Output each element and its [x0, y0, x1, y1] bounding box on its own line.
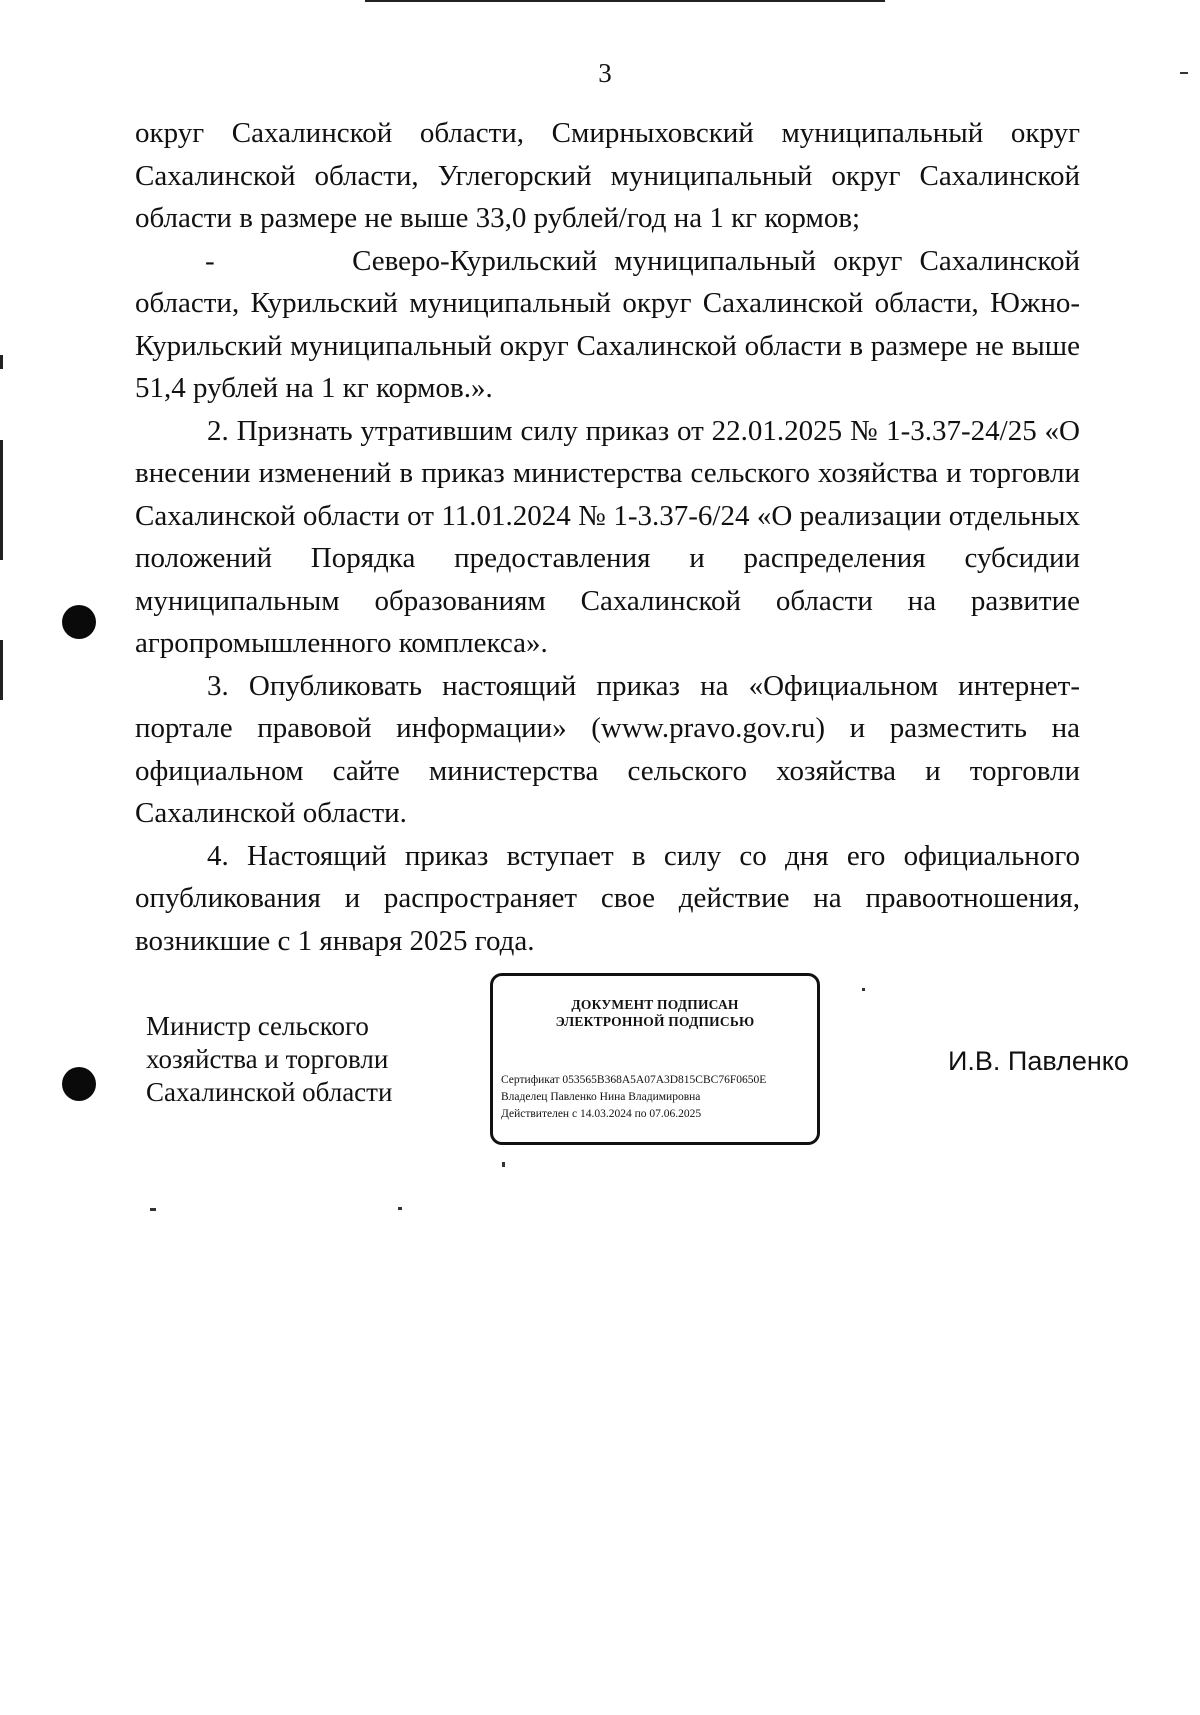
- scan-edge-mark: [0, 440, 3, 560]
- stamp-title-line: ЭЛЕКТРОННОЙ ПОДПИСЬЮ: [555, 1014, 755, 1029]
- paragraph-dash-item: - Северо-Курильский муниципальный округ Сахалинской области, Курильский муниципальный округ Сахалинской области, Южно-Курильский муниципальный округ Сахалинской области в размере не выше 51,4 рублей на 1 кг кормов.».: [135, 244, 1088, 404]
- scan-edge-mark: [0, 355, 3, 369]
- scan-edge-mark: [0, 640, 3, 700]
- signer-name: И.В. Павленко: [948, 1046, 1129, 1076]
- document-body: [135, 112, 1088, 962]
- punch-hole-mark: [62, 605, 96, 639]
- stamp-certificate: Сертификат 053565B368A5A07A3D815CBC76F0650E: [501, 1074, 767, 1086]
- scan-speck: [150, 1208, 156, 1211]
- paragraph-3: 3. Опубликовать настоящий приказ на «Официальном интернет-портале правовой информации» (www.pravo.gov.ru) и разместить на официальном сайте министерства сельского хозяйства и торговли Сахалинской области.: [135, 669, 1080, 829]
- position-line: хозяйства и торговли: [146, 1044, 389, 1074]
- paragraph-4: 4. Настоящий приказ вступает в силу со дня его официального опубликования и распространяет свое действие на правоотношения, возникшие с 1 января 2025 года.: [135, 839, 1080, 957]
- scan-speck: [502, 1162, 505, 1167]
- stamp-validity: Действителен с 14.03.2024 по 07.06.2025: [501, 1108, 702, 1120]
- position-line: Министр сельского: [146, 1011, 369, 1041]
- stamp-title: [493, 996, 817, 1030]
- punch-hole-mark: [62, 1067, 96, 1101]
- stamp-owner: Владелец Павленко Нина Владимировна: [501, 1091, 701, 1103]
- scan-speck: [1180, 72, 1188, 74]
- page-number: 3: [598, 58, 612, 88]
- electronic-signature-stamp: [490, 973, 820, 1145]
- top-edge-rule: [365, 0, 885, 2]
- paragraph-continuation: округ Сахалинской области, Смирныховский муниципальный округ Сахалинской области, Углегорский муниципальный округ Сахалинской области в размере не выше 33,0 рублей/год на 1 кг кормов;: [135, 117, 1080, 234]
- stamp-details: [501, 1072, 811, 1123]
- position-line: Сахалинской области: [146, 1077, 393, 1107]
- scan-speck: [398, 1207, 402, 1210]
- signatory-position: [146, 1010, 392, 1109]
- paragraph-2: 2. Признать утратившим силу приказ от 22.01.2025 № 1-3.37-24/25 «О внесении изменений в приказ министерства сельского хозяйства и торговли Сахалинской области от 11.01.2024 № 1-3.37-6/24 «О реализации отдельных положений Порядка предоставления и распределения субсидии муниципальным образованиям Сахалинской области на развитие агропромышленного комплекса».: [135, 414, 1080, 659]
- stamp-title-line: ДОКУМЕНТ ПОДПИСАН: [571, 997, 739, 1012]
- scan-speck: [862, 988, 865, 991]
